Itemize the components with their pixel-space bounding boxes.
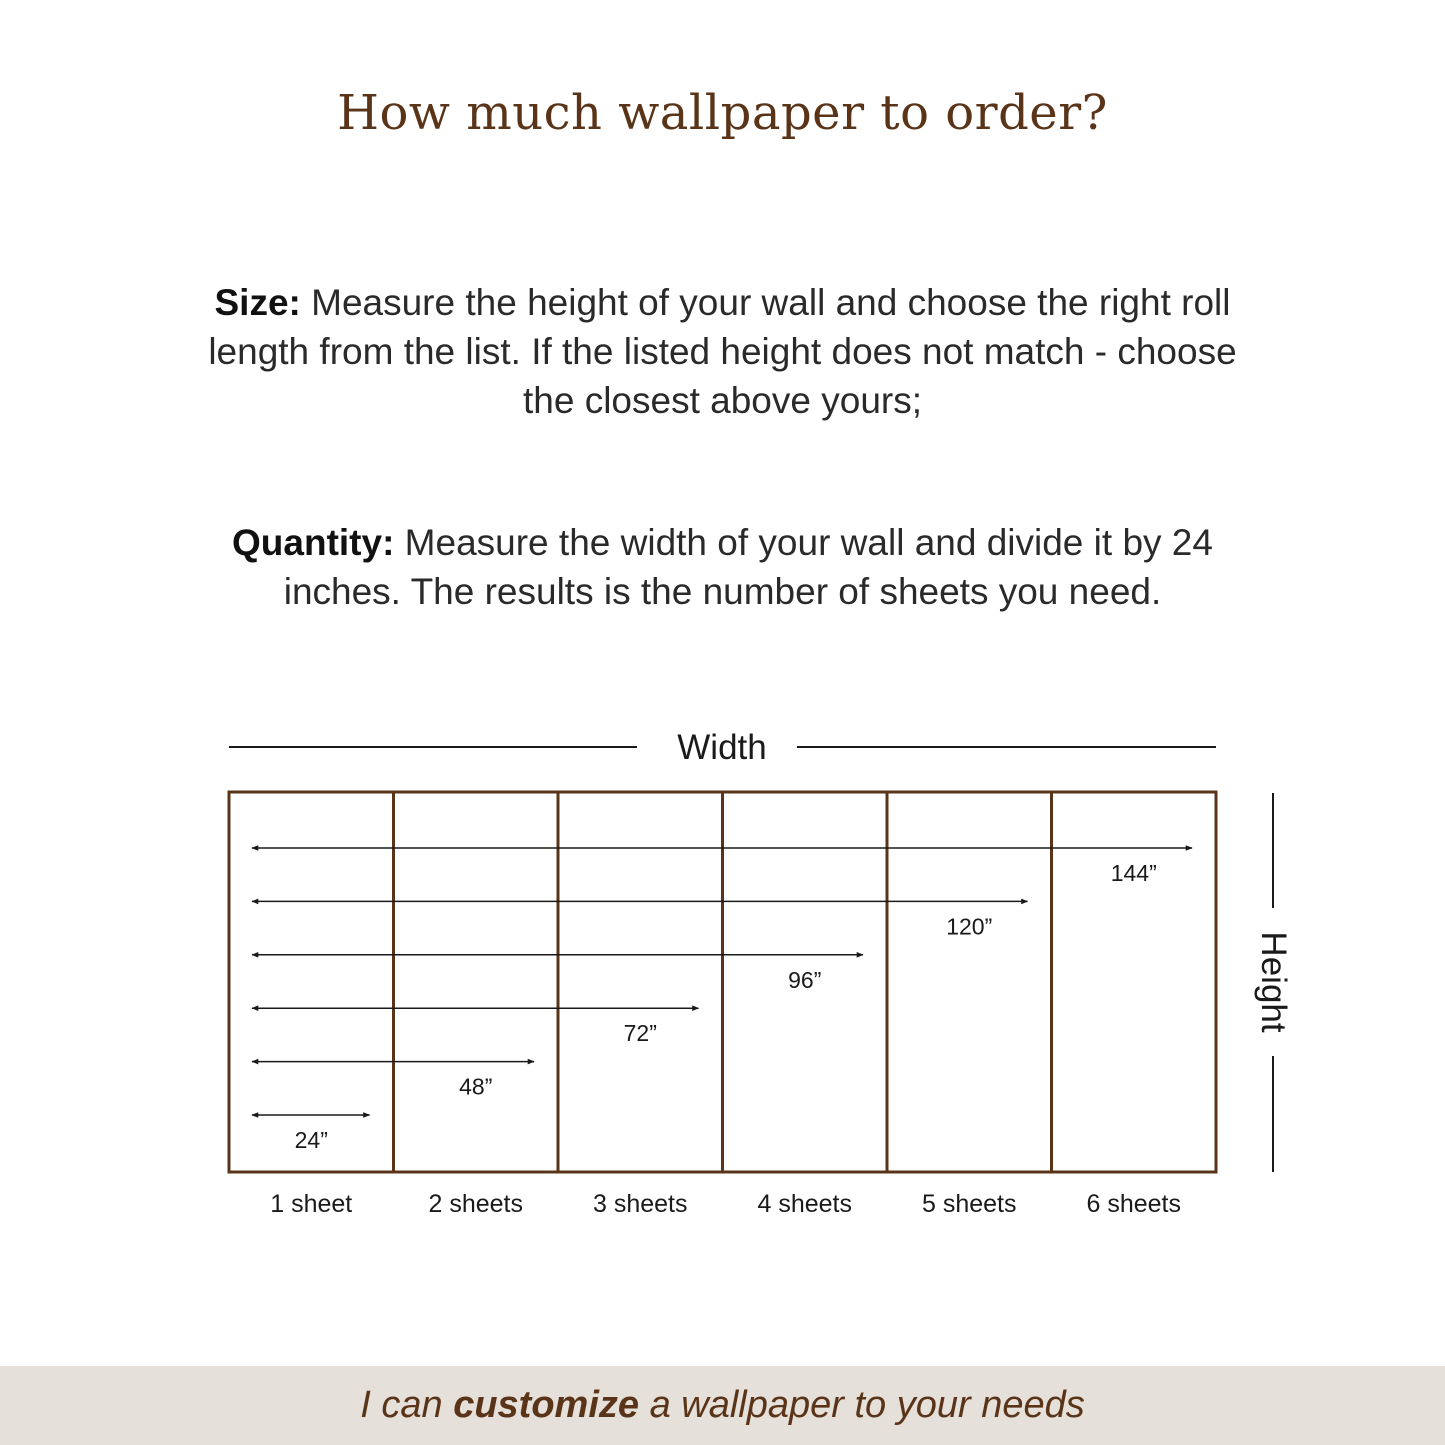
sheet-labels	[270, 1190, 1181, 1218]
size-label: Size:	[214, 282, 301, 323]
width-arrow-label: 144”	[1110, 860, 1157, 886]
quantity-text: Measure the width of your wall and divide it by 24 inches. The results is the number of sheets you need.	[283, 522, 1213, 612]
width-arrow-label: 24”	[294, 1127, 328, 1153]
sheet-count-label: 1 sheet	[270, 1190, 353, 1218]
footer-prefix: I can	[360, 1384, 454, 1426]
width-label: Width	[677, 728, 767, 767]
width-arrow-label: 48”	[459, 1073, 493, 1100]
size-text: Measure the height of your wall and choose the right roll length from the list. If the listed height does not match - choose the closest above yours;	[208, 282, 1237, 421]
sheet-count-label: 6 sheets	[1086, 1190, 1182, 1218]
sheet-count-label: 2 sheets	[428, 1190, 524, 1218]
footer-banner	[0, 1366, 1445, 1445]
footer-suffix: a wallpaper to your needs	[639, 1384, 1085, 1426]
width-arrow-label: 96”	[788, 966, 822, 993]
width-arrow-label: 72”	[623, 1020, 657, 1047]
sheet-count-label: 4 sheets	[757, 1190, 853, 1218]
width-arrow-label: 120”	[946, 913, 993, 940]
sheet-count-label: 5 sheets	[921, 1190, 1017, 1218]
page-title: How much wallpaper to order?	[337, 85, 1108, 141]
footer-emphasis: customize	[453, 1384, 640, 1426]
sheet-dividers	[394, 792, 1052, 1172]
quantity-label: Quantity:	[232, 522, 395, 563]
height-label: Height	[1254, 931, 1293, 1033]
sheet-count-label: 3 sheets	[592, 1190, 688, 1218]
